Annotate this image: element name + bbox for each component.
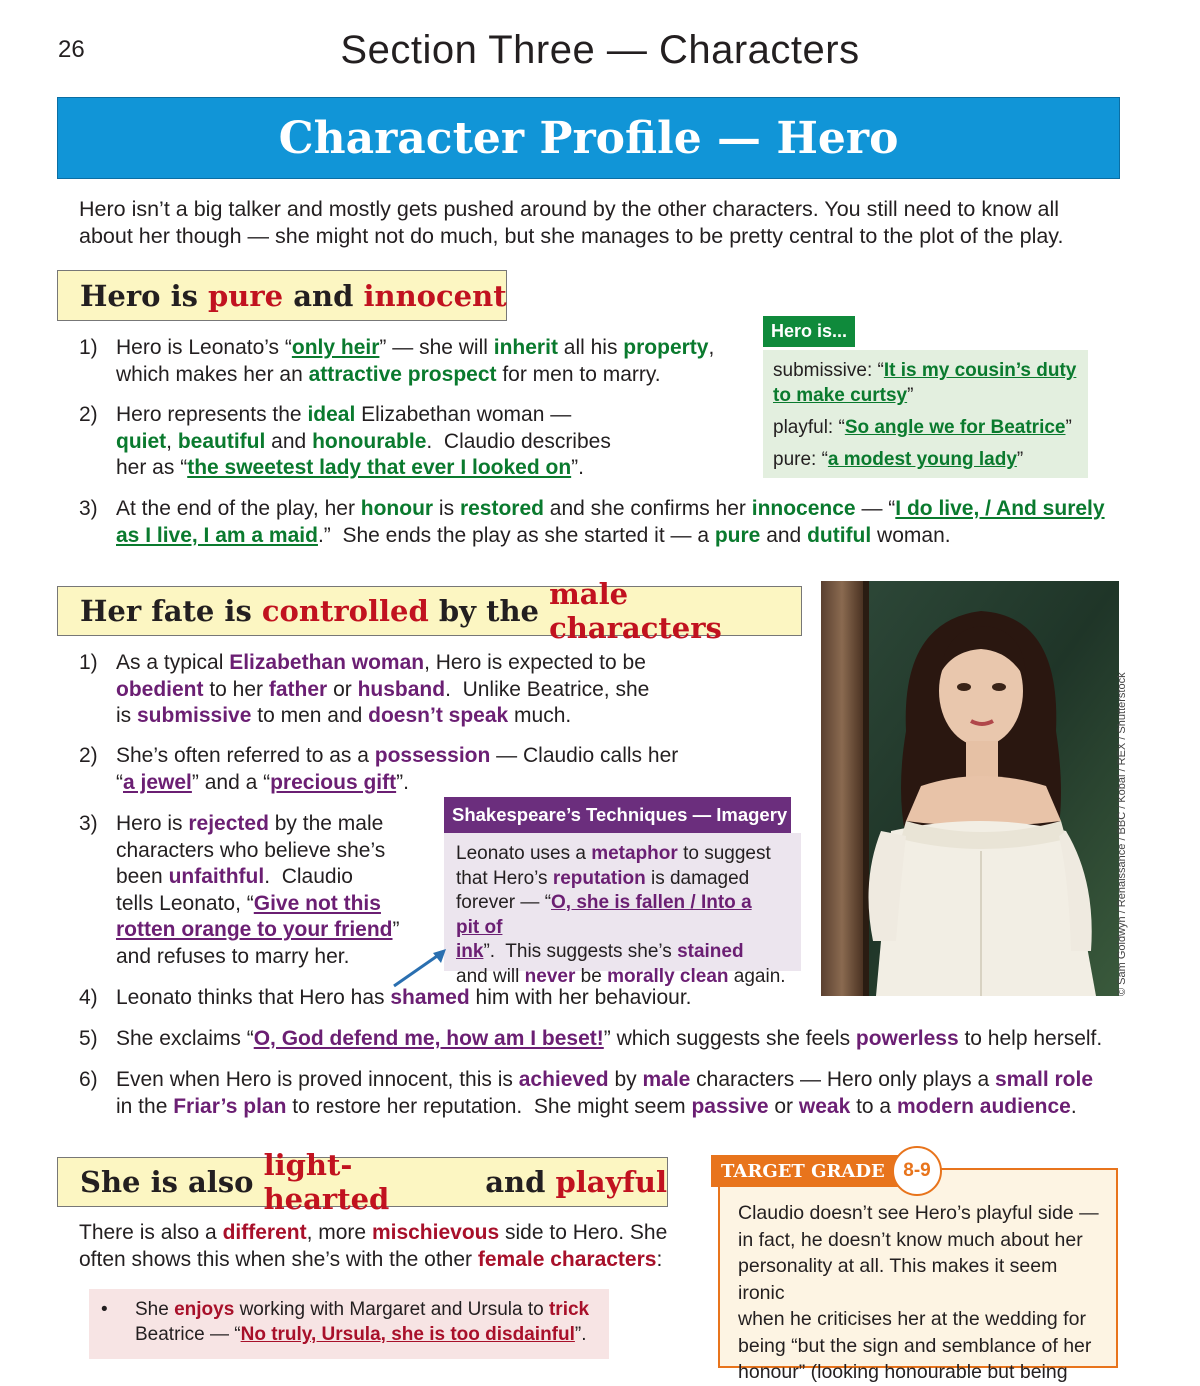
imagery-tab: Shakespeare’s Techniques — Imagery [444, 797, 791, 833]
keyword: reputation [552, 867, 646, 889]
heading-keyword: innocent [363, 278, 507, 313]
page-number: 26 [58, 36, 85, 63]
text: woman. [871, 523, 951, 547]
keyword: modern audience [896, 1094, 1071, 1118]
text: and she confirms her [543, 497, 752, 520]
heading-keyword: pure [208, 278, 284, 313]
text: As a typical [116, 651, 230, 674]
item-number: 6) [79, 1068, 98, 1091]
text: or [327, 677, 358, 701]
intro-paragraph: Hero isn’t a big talker and mostly gets pushed around by the other characters. You still need to know all about her though — she might not do much, but she manages to be pretty central to the plot of the play. [79, 197, 1064, 248]
text: be [575, 965, 608, 987]
item-number: 3) [79, 497, 98, 520]
text: ”. This suggests she’s [483, 941, 678, 962]
text: much. [508, 704, 572, 727]
quote: Give not this [253, 891, 381, 915]
keyword: enjoys [174, 1299, 235, 1320]
quote: precious gift [270, 770, 397, 794]
keyword: property [623, 336, 709, 359]
text: pure: “ [773, 449, 828, 470]
list-item [79, 985, 799, 1012]
keyword: weak [798, 1094, 851, 1118]
keyword: achieved [518, 1068, 609, 1091]
keyword: honour [360, 497, 434, 520]
text: submissive: “ [773, 360, 884, 381]
keyword: restored [459, 497, 544, 520]
keyword: quiet [116, 429, 167, 453]
heading-keyword: male characters [549, 577, 722, 645]
text: and [265, 429, 313, 453]
text: . Unlike Beatrice, she [445, 677, 650, 701]
keyword: metaphor [591, 843, 678, 864]
keyword: father [268, 677, 328, 701]
text: been [116, 865, 169, 888]
target-line: being “but the sign and semblance of her [738, 1334, 1092, 1357]
text: in the [116, 1094, 174, 1118]
list-item [79, 335, 759, 388]
list-item [79, 496, 1119, 549]
text: again. [728, 965, 786, 987]
text: to suggest [677, 843, 771, 864]
heading-text: She is also [80, 1165, 264, 1199]
heading-text: by the [428, 594, 550, 628]
text: is damaged [645, 867, 750, 889]
quote: O, God defend me, how am I beset! [253, 1027, 604, 1050]
keyword: doesn’t speak [368, 704, 509, 727]
keyword: beautiful [177, 429, 266, 453]
target-line: in fact, he doesn’t know much about her [738, 1228, 1083, 1251]
quote: to make curtsy [773, 385, 908, 406]
quote: as I live, I am a maid [116, 523, 318, 547]
keyword: unfaithful [168, 865, 265, 888]
text: Even when Hero is proved innocent, this is [116, 1068, 519, 1091]
keyword: different [222, 1221, 307, 1244]
text: Hero represents the [116, 403, 308, 426]
text: “ [116, 770, 123, 794]
heading-pure-innocent [57, 270, 507, 321]
text: working with Margaret and Ursula to [234, 1299, 549, 1320]
text: ” [1065, 417, 1072, 438]
text: by the male [268, 812, 384, 835]
keyword: dutiful [807, 523, 872, 547]
keyword: Elizabethan woman [229, 651, 425, 674]
keyword: powerless [855, 1027, 959, 1050]
text: and will [456, 965, 525, 987]
text: , [708, 336, 715, 359]
item-number: 2) [79, 403, 98, 426]
text: and [760, 523, 808, 547]
keyword: stained [677, 941, 744, 962]
item-number: 1) [79, 651, 98, 674]
heading-keyword: playful [555, 1165, 667, 1199]
keyword: shamed [390, 986, 470, 1009]
heading-text: Hero is [80, 278, 209, 313]
text: or [768, 1094, 799, 1118]
text: by [608, 1068, 643, 1091]
text: tells Leonato, “ [116, 891, 254, 915]
heading-text: and [475, 1165, 556, 1199]
paragraph [79, 1220, 689, 1273]
section-title: Section Three — Characters [340, 28, 860, 72]
text: Elizabethan woman — [355, 403, 572, 426]
target-grade-label: TARGET GRADE [711, 1155, 899, 1187]
list-item [79, 743, 699, 796]
keyword: submissive [137, 704, 252, 727]
keyword: trick [548, 1299, 590, 1320]
text: and refuses to marry her. [116, 944, 350, 968]
keyword: inherit [493, 336, 558, 359]
bullet-box [89, 1289, 609, 1359]
quote: O, she is fallen / Into a [551, 892, 752, 913]
hero-is-row [773, 447, 1078, 472]
item-number: 5) [79, 1027, 98, 1050]
item-number: 1) [79, 336, 98, 359]
list-item [79, 1067, 1139, 1120]
text: to restore her reputation. She might seem [286, 1094, 692, 1118]
quote: pit of ink [456, 916, 503, 962]
text: Hero is [116, 812, 189, 835]
text: . [1070, 1094, 1077, 1118]
keyword: morally clean [607, 965, 729, 987]
quote: No truly, Ursula, she is too disdainful [240, 1324, 575, 1345]
hero-is-row [773, 358, 1078, 408]
keyword: attractive prospect [308, 362, 497, 386]
quote: the sweetest lady that ever I looked on [187, 456, 572, 479]
hero-is-row [773, 415, 1078, 440]
text: ” [907, 385, 914, 406]
text: to her [203, 677, 269, 701]
text: Leonato uses a [456, 843, 592, 864]
hero-photo [821, 581, 1119, 996]
text: is [433, 497, 460, 520]
keyword: husband [357, 677, 446, 701]
keyword: small role [994, 1068, 1094, 1091]
keyword: ideal [307, 403, 356, 426]
keyword: possession [374, 744, 491, 767]
quote: a modest young lady [827, 449, 1017, 470]
text: him with her behaviour. [469, 986, 692, 1009]
keyword: female characters [477, 1247, 657, 1271]
text: — “ [855, 497, 896, 520]
text: ” [1016, 449, 1024, 470]
text: ” which suggests she feels [603, 1027, 856, 1050]
text: which makes her an [116, 362, 309, 386]
keyword: obedient [116, 677, 204, 701]
quote: It is my cousin’s duty [883, 360, 1077, 381]
text: to a [850, 1094, 897, 1118]
text: for men to marry. [496, 362, 661, 386]
list-item [79, 811, 439, 970]
keyword: rejected [188, 812, 269, 835]
text: . Claudio [264, 865, 353, 888]
heading-keyword: light-hearted [263, 1148, 390, 1216]
profile-banner [57, 97, 1120, 179]
text: — Claudio calls her [490, 744, 679, 767]
item-number: 4) [79, 986, 98, 1009]
text: often shows this when she’s with the other [79, 1247, 478, 1271]
heading-keyword: controlled [261, 594, 429, 628]
target-line: honour” (looking honourable but being [738, 1361, 1068, 1383]
text: is [116, 704, 137, 727]
text: .” She ends the play as she started it — a [317, 523, 715, 547]
imagery-box [444, 833, 801, 987]
item-number: 3) [79, 812, 98, 835]
item-number: 2) [79, 744, 98, 767]
quote: a jewel [123, 770, 192, 794]
target-grade-box [718, 1168, 1118, 1383]
photo-credit: © Sam Goldwyn / Renaissance / BBC / Kobal / REX / Shutterstock [1116, 672, 1128, 996]
banner-title: Character Profile — Hero [278, 112, 899, 164]
heading-light-hearted [57, 1148, 668, 1216]
text: ”. [571, 456, 584, 479]
text: She’s often referred to as a [116, 744, 375, 767]
text: , [166, 429, 178, 453]
text: Leonato thinks that Hero has [116, 986, 391, 1009]
list-item [79, 650, 679, 730]
text: : [656, 1247, 663, 1271]
hero-photo-illustration [821, 581, 1119, 996]
text: ” [392, 918, 400, 941]
target-grade-badge: 8-9 [892, 1146, 942, 1196]
target-line: personality at all. This makes it seem ironic [738, 1255, 1058, 1304]
text: characters — Hero only plays a [690, 1068, 995, 1091]
keyword: male [642, 1068, 691, 1091]
keyword: mischievous [371, 1221, 500, 1244]
heading-text: Her fate is [80, 594, 262, 628]
text: to help herself. [958, 1027, 1103, 1050]
text: She exclaims “ [116, 1027, 254, 1050]
text: ” — she will [379, 336, 494, 359]
text: to men and [251, 704, 369, 727]
hero-is-tab: Hero is... [763, 316, 855, 347]
text: playful: “ [773, 417, 845, 438]
text: She [135, 1299, 175, 1320]
bullet-icon: • [101, 1299, 108, 1320]
keyword: innocence [751, 497, 856, 520]
text: , Hero is expected to be [424, 651, 646, 674]
text: ”. [396, 770, 409, 794]
text: Hero is Leonato’s “ [116, 336, 292, 359]
text: her as “ [116, 456, 188, 479]
heading-text: and [283, 278, 364, 313]
text: all his [557, 336, 624, 359]
keyword: passive [691, 1094, 769, 1118]
heading-fate-controlled [57, 577, 802, 645]
text: , more [306, 1221, 372, 1244]
keyword: Friar’s plan [173, 1094, 287, 1118]
text: At the end of the play, her [116, 497, 361, 520]
text: Beatrice — “ [135, 1324, 241, 1345]
quote: I do live, / And surely [895, 497, 1105, 520]
list-item [79, 1026, 1139, 1053]
text: There is also a [79, 1221, 223, 1244]
text: . Claudio describes [426, 429, 611, 453]
text: side to Hero. She [499, 1221, 668, 1244]
text: characters who believe she’s [116, 838, 386, 862]
target-line: when he criticises her at the wedding for [738, 1308, 1086, 1330]
target-line: Claudio doesn’t see Hero’s playful side — [738, 1202, 1099, 1224]
keyword: honourable [312, 429, 427, 453]
text: ”. [574, 1324, 587, 1345]
text: that Hero’s [456, 867, 553, 889]
quote: only heir [291, 336, 380, 359]
text: ” and a “ [191, 770, 271, 794]
keyword: pure [714, 523, 761, 547]
list-item [79, 402, 759, 482]
quote: rotten orange to your friend [116, 918, 393, 941]
keyword: never [524, 965, 576, 987]
hero-is-box [763, 350, 1088, 478]
text: forever — “ [456, 892, 552, 913]
quote: So angle we for Beatrice [844, 417, 1066, 438]
